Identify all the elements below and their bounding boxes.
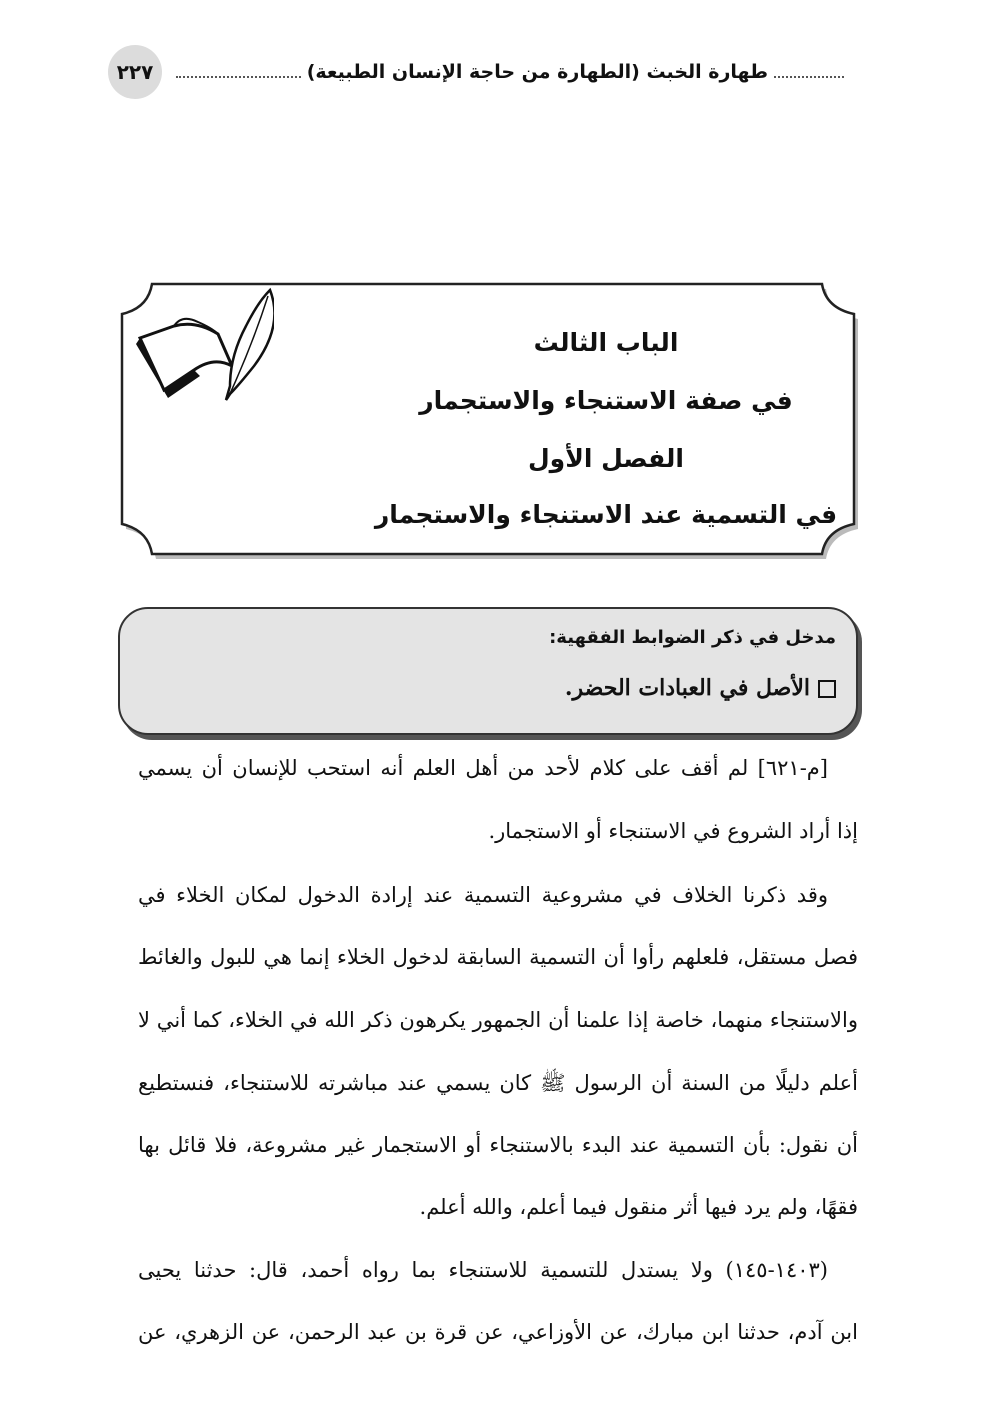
body-line: والاستنجاء منهما، خاصة إذا علمنا أن الجمهور يكرهون ذكر الله في الخلاء، كما أني لا: [138, 1008, 858, 1032]
chapter-title-box: [116, 278, 860, 560]
checkbox-square-icon: [818, 680, 836, 698]
rule-item: [565, 675, 836, 701]
body-line: [م-٦٢١] لم أقف على كلام لأحد من أهل العلم أنه استحب للإنسان أن يسمي: [138, 756, 828, 780]
rule-box-heading: مدخل في ذكر الضوابط الفقهية:: [549, 627, 836, 648]
part-title: في صفة الاستنجاء والاستجمار: [419, 386, 793, 415]
part-heading: الباب الثالث: [533, 328, 679, 357]
book-and-quill-icon: [134, 286, 274, 406]
running-title: طهارة الخبث (الطهارة من حاجة الإنسان الطبيعة): [306, 61, 768, 83]
body-line: إذا أراد الشروع في الاستنجاء أو الاستجمار.: [488, 819, 858, 843]
body-line: (١٤٠٣-١٤٥) ولا يستدل للتسمية للاستنجاء بما رواه أحمد، قال: حدثنا يحيى: [138, 1258, 828, 1282]
body-line: أن نقول: بأن التسمية عند البدء بالاستنجاء أو الاستجمار غير مشروعة، فلا قائل بها: [138, 1133, 858, 1157]
rule-text: الأصل في العبادات الحضر.: [564, 675, 810, 701]
body-line: ابن آدم، حدثنا ابن مبارك، عن الأوزاعي، عن قرة بن عبد الرحمن، عن الزهري، عن: [138, 1320, 858, 1344]
running-header: [170, 52, 850, 92]
body-line: أعلم دليلًا من السنة أن الرسول ﷺ كان يسمي عند مباشرته للاستنجاء، فنستطيع: [138, 1071, 858, 1095]
body-line: فقهًا، ولم يرد فيها أثر منقول فيما أعلم، والله أعلم.: [419, 1195, 858, 1219]
header-dots: [774, 66, 844, 78]
section-heading: الفصل الأول: [527, 444, 685, 473]
body-line: وقد ذكرنا الخلاف في مشروعية التسمية عند إرادة الدخول لمكان الخلاء في: [138, 883, 829, 907]
jurisprudence-rule-box: [118, 607, 858, 735]
header-dots: [176, 66, 301, 78]
section-title: في التسمية عند الاستنجاء والاستجمار: [374, 500, 838, 529]
body-line: فصل مستقل، فلعلهم رأوا أن التسمية السابقة لدخول الخلاء إنما هي للبول والغائط: [138, 945, 858, 969]
page-number: ٢٢٧: [108, 45, 162, 99]
